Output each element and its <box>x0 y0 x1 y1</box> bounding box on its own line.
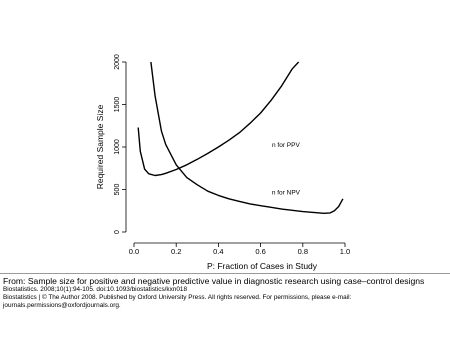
x-tick-label: 1.0 <box>339 247 351 256</box>
y-tick-label: 500 <box>114 183 121 196</box>
x-tick-label: 0.4 <box>213 247 224 256</box>
caption-copyright: Biostatistics | © The Author 2008. Published by Oxford University Press. All rights reserved. For permissions, please e-mail: journals.permissions@oxfordjournals.org. <box>3 294 352 309</box>
y-tick-label: 1500 <box>114 96 121 113</box>
y-tick-label: 0 <box>114 230 121 234</box>
x-tick-label: 0.8 <box>297 247 309 256</box>
series-line-ppv <box>138 62 298 176</box>
figure-caption <box>3 276 447 310</box>
y-axis-label: Required Sample Size <box>95 104 105 190</box>
caption-divider <box>0 273 450 274</box>
x-tick-label: 0.0 <box>128 247 140 256</box>
x-axis-label: P: Fraction of Cases in Study <box>206 261 318 271</box>
caption-citation: Biostatistics. 2008;10(1):94-105. doi:10.1093/biostatistics/kxn018 <box>3 286 188 293</box>
y-tick-label: 1000 <box>114 139 121 155</box>
series-label-ppv: n for PPV <box>272 142 300 149</box>
chart-series-layer <box>138 62 343 213</box>
caption-title: From: Sample size for positive and negative predictive value in diagnostic research using case–control designs <box>3 276 425 286</box>
series-label-npv: n for NPV <box>271 189 301 197</box>
series-line-npv <box>151 62 343 213</box>
y-tick-label: 2000 <box>114 54 121 70</box>
x-tick-label: 0.6 <box>255 247 266 256</box>
chart-axes <box>114 54 350 256</box>
x-tick-label: 0.2 <box>170 247 182 256</box>
